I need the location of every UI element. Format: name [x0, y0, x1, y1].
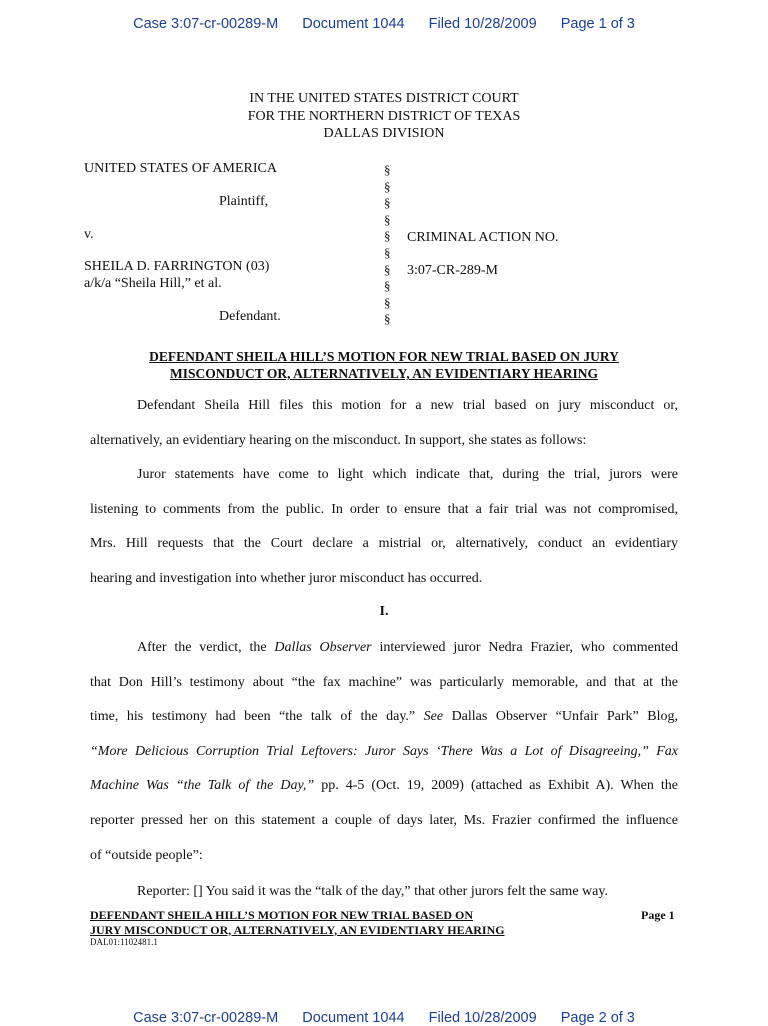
section-symbol: § [384, 311, 391, 327]
para3-line-1 [90, 631, 678, 666]
document-id: DAL01:1102481.1 [90, 937, 158, 947]
intro-paragraph [90, 389, 678, 458]
document-number: Document 1044 [302, 1010, 405, 1026]
para3-line-7: of “outside people”: [90, 847, 203, 863]
para3-line-3 [90, 700, 678, 735]
footer-title [90, 908, 505, 937]
para2-line-4: hearing and investigation into whether juror misconduct has occurred. [90, 570, 483, 586]
section-symbol: § [384, 244, 391, 260]
text-run: interviewed juror Nedra Frazier, who commented [371, 640, 678, 655]
footer-page-number: Page 1 [641, 908, 675, 922]
document-number: Document 1044 [302, 16, 405, 32]
page-indicator: Page 2 of 3 [560, 1010, 635, 1026]
section-symbol: § [384, 294, 391, 310]
court-line-1: IN THE UNITED STATES DISTRICT COURT [249, 91, 519, 106]
reporter-quote: Reporter: [] You said it was the “talk of the day,” that other jurors felt the same way. [137, 884, 608, 899]
defendant-label: Defendant. [219, 309, 281, 324]
text-run: Dallas Observer “Unfair Park” Blog, [443, 709, 678, 725]
para2-line-2: listening to comments from the public. In order to ensure that a fair trial was not compromised, [90, 501, 678, 517]
versus: v. [84, 227, 94, 242]
motion-title-line-1: DEFENDANT SHEILA HILL’S MOTION FOR NEW TRIAL BASED ON JURY [149, 349, 619, 364]
section-symbol: § [384, 278, 391, 294]
citation-signal: See [423, 709, 444, 725]
defendant-name: SHEILA D. FARRINGTON (03) [84, 259, 270, 274]
motion-title-line-2: MISCONDUCT OR, ALTERNATIVELY, AN EVIDENTIARY HEARING [170, 366, 598, 381]
article-title: “More Delicious Corruption Trial Leftovers: Juror Says ‘There Was a Lot of Disagreeing,” Fax [90, 743, 678, 759]
footer-title-line-1: DEFENDANT SHEILA HILL’S MOTION FOR NEW TRIAL BASED ON [90, 908, 473, 922]
text-run: After the verdict, the [137, 640, 275, 655]
section-symbol: § [384, 195, 391, 211]
para3-line-2: that Don Hill’s testimony about “the fax machine” was particularly memorable, and that at the [90, 674, 678, 690]
footer-title-line-2: JURY MISCONDUCT OR, ALTERNATIVELY, AN EVIDENTIARY HEARING [90, 922, 505, 937]
paragraph-verdict [90, 631, 678, 873]
para2-line-1: Juror statements have come to light which indicate that, during the trial, jurors were [137, 467, 678, 482]
intro-line-1: Defendant Sheila Hill files this motion for a new trial based on jury misconduct or, [137, 398, 678, 413]
para2-line-3: Mrs. Hill requests that the Court declare a mistrial or, alternatively, conduct an evidentiary [90, 536, 678, 552]
criminal-action-label: CRIMINAL ACTION NO. [407, 230, 559, 245]
section-symbol: § [384, 162, 391, 177]
court-heading [0, 90, 768, 143]
court-line-2: FOR THE NORTHERN DISTRICT OF TEXAS [247, 108, 521, 124]
section-symbol: § [384, 228, 391, 244]
paragraph-juror-statements [90, 458, 678, 596]
case-number: Case 3:07-cr-00289-M [133, 1010, 279, 1026]
ecf-header-page1 [0, 16, 768, 32]
court-line-3: DALLAS DIVISION [323, 126, 445, 141]
section-symbol: § [384, 178, 391, 194]
text-run: time, his testimony had been “the talk of the day.” [90, 709, 424, 725]
motion-title [0, 348, 768, 382]
text-run: pp. 4-5 (Oct. 19, 2009) (attached as Exhibit A). When the [314, 778, 678, 794]
article-title: Machine Was “the Talk of the Day,” [90, 778, 315, 794]
section-symbol-column [384, 162, 391, 328]
para3-line-4 [90, 735, 678, 770]
page-indicator: Page 1 of 3 [560, 16, 635, 32]
section-symbol: § [384, 211, 391, 227]
case-number: Case 3:07-cr-00289-M [133, 16, 279, 32]
section-heading: I. [379, 604, 389, 619]
defendant-aka: a/k/a “Sheila Hill,” et al. [84, 276, 222, 291]
para3-line-5 [90, 769, 678, 804]
para3-line-6: reporter pressed her on this statement a couple of days later, Ms. Frazier confirmed the influence [90, 812, 678, 828]
criminal-action-number: 3:07-CR-289-M [407, 263, 498, 278]
plaintiff-name: UNITED STATES OF AMERICA [84, 161, 277, 176]
publication-title: Dallas Observer [274, 640, 372, 655]
section-symbol: § [384, 261, 391, 277]
intro-line-2: alternatively, an evidentiary hearing on the misconduct. In support, she states as follows: [90, 432, 587, 448]
filed-date: Filed 10/28/2009 [428, 1010, 537, 1026]
plaintiff-label: Plaintiff, [219, 194, 269, 209]
filed-date: Filed 10/28/2009 [428, 16, 537, 32]
